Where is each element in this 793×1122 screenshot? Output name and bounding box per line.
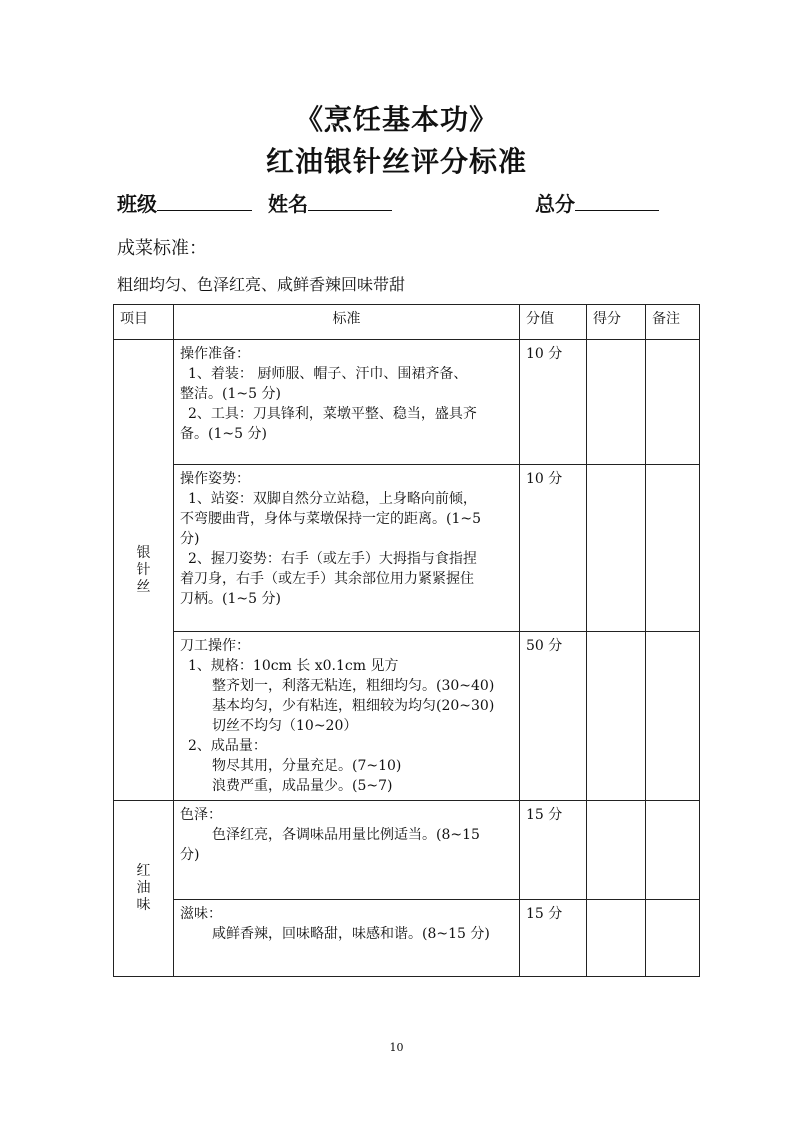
points-cell: 15 分: [520, 900, 587, 977]
standard-cell: [174, 801, 520, 900]
dish-standard-text: 粗细均匀、色泽红亮、咸鲜香辣回味带甜: [117, 275, 406, 294]
name-label: 姓名: [268, 192, 308, 216]
criterion-line: 分): [180, 847, 200, 863]
dish-standard-label: 成菜标准：: [117, 238, 207, 259]
points-cell: 50 分: [520, 632, 587, 801]
table-body: [114, 340, 700, 977]
document-title: 《烹饪基本功》: [294, 103, 498, 136]
category-char: 丝: [136, 578, 151, 595]
criterion-line: 切丝不均匀（10~20）: [212, 718, 358, 734]
table-row: [114, 340, 700, 465]
criterion-line: 1、着装： 厨师服、帽子、汗巾、围裙齐备、: [188, 366, 468, 382]
total-blank[interactable]: [575, 190, 659, 211]
remarks-cell[interactable]: [646, 801, 700, 900]
criterion-line: 刀柄。(1~5 分): [180, 591, 281, 607]
standard-cell: [174, 340, 520, 465]
criterion-line: 1、站姿：双脚自然分立站稳，上身略向前倾，: [188, 491, 477, 507]
criterion-heading: 刀工操作：: [180, 638, 250, 654]
points-cell: 10 分: [520, 465, 587, 632]
header-item: 项目: [114, 305, 174, 340]
header-standard: 标准: [174, 305, 520, 340]
score-cell[interactable]: [587, 465, 646, 632]
score-cell[interactable]: [587, 801, 646, 900]
category-cell: [114, 801, 174, 977]
standard-cell: [174, 632, 520, 801]
criterion-line: 着刀身，右手（或左手）其余部位用力紧紧握住: [180, 571, 474, 587]
table-row: [114, 801, 700, 900]
criterion-line: 1、规格：10cm 长 x0.1cm 见方: [188, 658, 399, 674]
criterion-line: 整洁。(1~5 分): [180, 386, 281, 402]
criterion-line: 基本均匀，少有粘连，粗细较为均匀(20~30): [212, 698, 495, 714]
score-cell[interactable]: [587, 632, 646, 801]
standard-cell: [174, 900, 520, 977]
scoring-table: [113, 304, 700, 977]
criterion-line: 2、工具：刀具锋利，菜墩平整、稳当，盛具齐: [188, 406, 477, 422]
header-remarks: 备注: [646, 305, 700, 340]
page-number: 10: [389, 1041, 404, 1054]
document-subtitle: 红油银针丝评分标准: [265, 145, 527, 178]
points-cell: 15 分: [520, 801, 587, 900]
remarks-cell[interactable]: [646, 632, 700, 801]
remarks-cell[interactable]: [646, 465, 700, 632]
category-char: 油: [136, 880, 151, 896]
header-score: 得分: [587, 305, 646, 340]
class-label: 班级: [117, 192, 157, 216]
criterion-line: 备。(1~5 分): [180, 426, 267, 442]
category-cell: [114, 340, 174, 801]
criterion-heading: 色泽：: [180, 807, 222, 823]
criterion-line: 色泽红亮，各调味品用量比例适当。(8~15: [212, 827, 480, 843]
category-char: 味: [136, 897, 151, 913]
criterion-line: 咸鲜香辣，回味略甜，味感和谐。(8~15 分): [212, 926, 490, 942]
class-blank[interactable]: [157, 190, 252, 211]
criterion-line: 物尽其用，分量充足。(7~10): [212, 758, 402, 774]
name-blank[interactable]: [308, 190, 392, 211]
criterion-line: 不弯腰曲背，身体与菜墩保持一定的距离。(1~5: [180, 511, 482, 527]
table-row: [114, 465, 700, 632]
table-row: [114, 632, 700, 801]
remarks-cell[interactable]: [646, 340, 700, 465]
table-row: [114, 900, 700, 977]
category-char: 红: [136, 863, 151, 879]
score-cell[interactable]: [587, 340, 646, 465]
criterion-line: 整齐划一，利落无粘连，粗细均匀。(30~40): [212, 678, 495, 694]
total-field: [535, 188, 659, 217]
standard-cell: [174, 465, 520, 632]
remarks-cell[interactable]: [646, 900, 700, 977]
score-cell[interactable]: [587, 900, 646, 977]
criterion-line: 分): [180, 531, 200, 547]
total-label: 总分: [535, 192, 575, 216]
category-char: 针: [136, 561, 151, 578]
table-header-row: [114, 305, 700, 340]
class-field: [117, 188, 252, 217]
criterion-heading: 滋味：: [180, 906, 222, 922]
header-points: 分值: [520, 305, 587, 340]
points-cell: 10 分: [520, 340, 587, 465]
criterion-heading: 操作姿势：: [180, 471, 250, 487]
category-char: 银: [136, 544, 151, 561]
criterion-line: 2、成品量：: [188, 738, 267, 754]
criterion-heading: 操作准备：: [180, 346, 250, 362]
name-field: [268, 188, 392, 217]
criterion-line: 浪费严重，成品量少。(5~7): [212, 778, 393, 794]
criterion-line: 2、握刀姿势：右手（或左手）大拇指与食指捏: [188, 551, 477, 567]
